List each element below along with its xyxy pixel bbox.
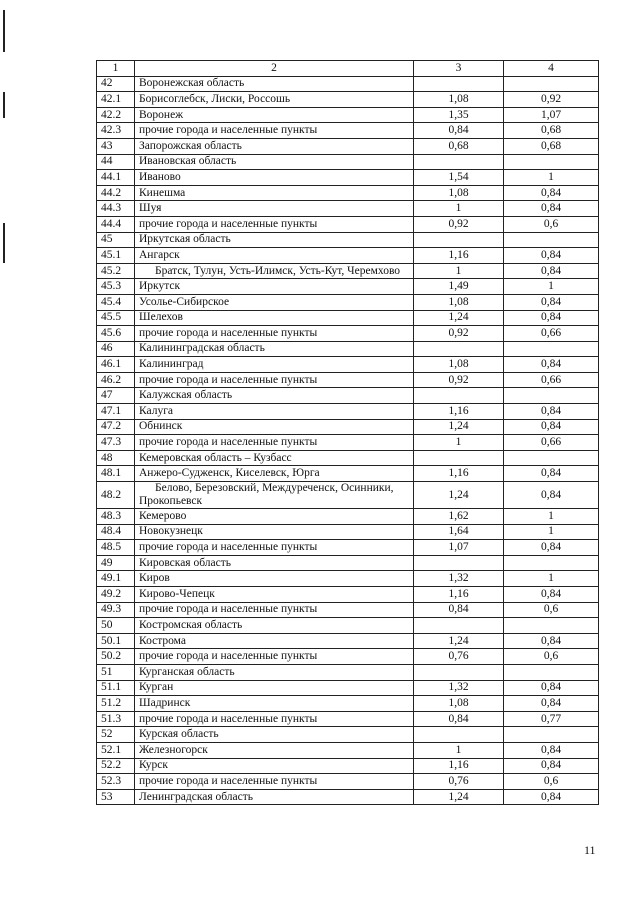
row-value3-cell [414, 341, 504, 357]
row-value4-cell: 1 [504, 509, 599, 525]
row-value4-cell: 1,07 [504, 107, 599, 123]
row-value3-cell: 0,76 [414, 774, 504, 790]
table-row [97, 263, 599, 279]
row-value4-cell [504, 154, 599, 170]
row-name-cell: Иваново [135, 170, 414, 186]
row-name-cell: Борисоглебск, Лиски, Россошь [135, 92, 414, 108]
row-name-cell: прочие города и населенные пункты [135, 435, 414, 451]
table-row [97, 774, 599, 790]
row-value4-cell: 0,66 [504, 372, 599, 388]
row-number-cell: 50.1 [97, 633, 135, 649]
row-number-cell: 42.1 [97, 92, 135, 108]
row-value3-cell: 1,24 [414, 482, 504, 509]
row-name-cell: Ленинградская область [135, 789, 414, 805]
row-value3-cell: 1,24 [414, 419, 504, 435]
row-number-cell: 45.5 [97, 310, 135, 326]
row-value4-cell: 0,6 [504, 774, 599, 790]
row-name-cell: Ангарск [135, 248, 414, 264]
row-value3-cell: 1,32 [414, 680, 504, 696]
row-value4-cell: 0,84 [504, 742, 599, 758]
row-value3-cell: 1,24 [414, 310, 504, 326]
header-cell: 1 [97, 61, 135, 77]
row-value4-cell: 0,84 [504, 482, 599, 509]
row-value3-cell: 1,08 [414, 357, 504, 373]
table-row [97, 404, 599, 420]
row-number-cell: 42.2 [97, 107, 135, 123]
row-value3-cell [414, 727, 504, 743]
row-number-cell: 46 [97, 341, 135, 357]
row-number-cell: 44 [97, 154, 135, 170]
table-row [97, 602, 599, 618]
row-value3-cell [414, 76, 504, 92]
row-value4-cell: 0,84 [504, 294, 599, 310]
table-row [97, 388, 599, 404]
table-row [97, 696, 599, 712]
row-value3-cell: 1,32 [414, 571, 504, 587]
table-row [97, 76, 599, 92]
table-row [97, 341, 599, 357]
row-value4-cell: 1 [504, 279, 599, 295]
row-number-cell: 48.4 [97, 524, 135, 540]
row-value3-cell: 1 [414, 435, 504, 451]
table-row [97, 711, 599, 727]
row-value3-cell: 1,07 [414, 540, 504, 556]
row-name-cell: Кинешма [135, 185, 414, 201]
row-value4-cell [504, 664, 599, 680]
row-value4-cell: 0,6 [504, 649, 599, 665]
row-value4-cell [504, 618, 599, 634]
row-number-cell: 46.2 [97, 372, 135, 388]
header-cell: 3 [414, 61, 504, 77]
row-value4-cell: 0,77 [504, 711, 599, 727]
row-name-cell: Шелехов [135, 310, 414, 326]
row-value4-cell [504, 450, 599, 466]
row-value4-cell [504, 76, 599, 92]
row-number-cell: 44.3 [97, 201, 135, 217]
row-value4-cell [504, 232, 599, 248]
row-number-cell: 45 [97, 232, 135, 248]
row-value3-cell: 0,84 [414, 123, 504, 139]
table-row [97, 466, 599, 482]
row-name-cell: Калининградская область [135, 341, 414, 357]
row-name-cell: Калуга [135, 404, 414, 420]
row-number-cell: 53 [97, 789, 135, 805]
row-number-cell: 50 [97, 618, 135, 634]
row-value4-cell: 0,84 [504, 758, 599, 774]
row-name-cell: Обнинск [135, 419, 414, 435]
row-number-cell: 52.2 [97, 758, 135, 774]
row-name-cell: прочие города и населенные пункты [135, 372, 414, 388]
row-name-cell: прочие города и населенные пункты [135, 326, 414, 342]
row-value3-cell: 1,16 [414, 466, 504, 482]
row-value4-cell: 0,84 [504, 248, 599, 264]
table-row [97, 232, 599, 248]
margin-mark [3, 92, 5, 118]
row-value4-cell: 0,84 [504, 310, 599, 326]
table-row [97, 727, 599, 743]
row-value3-cell: 1,16 [414, 758, 504, 774]
row-value4-cell: 0,84 [504, 633, 599, 649]
row-name-cell: Кировская область [135, 555, 414, 571]
table-row [97, 509, 599, 525]
row-number-cell: 47.3 [97, 435, 135, 451]
row-name-cell: Воронеж [135, 107, 414, 123]
row-value4-cell: 0,84 [504, 185, 599, 201]
table-row [97, 201, 599, 217]
row-name-cell: Кемеровская область – Кузбасс [135, 450, 414, 466]
row-value4-cell: 0,6 [504, 216, 599, 232]
row-number-cell: 51.2 [97, 696, 135, 712]
row-name-cell: Курск [135, 758, 414, 774]
row-number-cell: 47.2 [97, 419, 135, 435]
row-number-cell: 43 [97, 138, 135, 154]
table-row [97, 92, 599, 108]
row-name-cell: прочие города и населенные пункты [135, 216, 414, 232]
row-name-cell: Железногорск [135, 742, 414, 758]
row-number-cell: 48.3 [97, 509, 135, 525]
row-name-cell: прочие города и населенные пункты [135, 649, 414, 665]
table-row [97, 664, 599, 680]
row-value4-cell: 0,84 [504, 587, 599, 603]
table-row [97, 742, 599, 758]
row-name-cell: Киров [135, 571, 414, 587]
table-row [97, 789, 599, 805]
table-row [97, 138, 599, 154]
table-row [97, 294, 599, 310]
row-value4-cell: 0,66 [504, 326, 599, 342]
table-row [97, 633, 599, 649]
row-name-cell: Анжеро-Судженск, Киселевск, Юрга [135, 466, 414, 482]
row-value3-cell [414, 618, 504, 634]
row-number-cell: 45.4 [97, 294, 135, 310]
margin-mark [3, 223, 5, 263]
table-row [97, 524, 599, 540]
row-value4-cell: 0,68 [504, 123, 599, 139]
table-row [97, 618, 599, 634]
table-header-row [97, 61, 599, 77]
row-number-cell: 48 [97, 450, 135, 466]
page-number: 11 [584, 843, 596, 857]
table-row [97, 649, 599, 665]
row-name-cell: Калужская область [135, 388, 414, 404]
row-value3-cell: 1,35 [414, 107, 504, 123]
row-value3-cell: 1 [414, 201, 504, 217]
row-name-cell: Иркутская область [135, 232, 414, 248]
table-row [97, 216, 599, 232]
row-value3-cell [414, 664, 504, 680]
row-name-cell: Шадринск [135, 696, 414, 712]
row-value4-cell: 1 [504, 170, 599, 186]
row-number-cell: 48.1 [97, 466, 135, 482]
row-number-cell: 48.5 [97, 540, 135, 556]
row-value3-cell [414, 154, 504, 170]
row-value3-cell [414, 232, 504, 248]
table-row [97, 326, 599, 342]
row-value4-cell: 1 [504, 571, 599, 587]
row-number-cell: 42.3 [97, 123, 135, 139]
row-name-cell: прочие города и населенные пункты [135, 774, 414, 790]
row-number-cell: 45.6 [97, 326, 135, 342]
row-value4-cell: 0,84 [504, 263, 599, 279]
row-value4-cell [504, 388, 599, 404]
row-name-cell: Воронежская область [135, 76, 414, 92]
row-number-cell: 49.1 [97, 571, 135, 587]
table-body [97, 76, 599, 805]
row-value3-cell: 1,08 [414, 92, 504, 108]
row-value3-cell: 1,54 [414, 170, 504, 186]
row-number-cell: 52.1 [97, 742, 135, 758]
row-value3-cell: 1,62 [414, 509, 504, 525]
margin-mark [3, 10, 5, 52]
row-name-cell: прочие города и населенные пункты [135, 602, 414, 618]
row-value4-cell: 1 [504, 524, 599, 540]
row-number-cell: 48.2 [97, 482, 135, 509]
row-number-cell: 51.1 [97, 680, 135, 696]
table-row [97, 587, 599, 603]
table-row [97, 107, 599, 123]
row-value4-cell: 0,84 [504, 357, 599, 373]
table-row [97, 372, 599, 388]
row-value3-cell [414, 555, 504, 571]
row-value3-cell: 1 [414, 263, 504, 279]
row-number-cell: 52.3 [97, 774, 135, 790]
row-number-cell: 51 [97, 664, 135, 680]
row-number-cell: 49.2 [97, 587, 135, 603]
header-cell: 2 [135, 61, 414, 77]
row-name-cell: прочие города и населенные пункты [135, 540, 414, 556]
header-cell: 4 [504, 61, 599, 77]
row-value3-cell: 1 [414, 742, 504, 758]
row-name-cell: Ивановская область [135, 154, 414, 170]
row-value4-cell: 0,68 [504, 138, 599, 154]
table-row [97, 419, 599, 435]
row-value3-cell: 1,24 [414, 633, 504, 649]
row-value4-cell: 0,84 [504, 404, 599, 420]
row-number-cell: 46.1 [97, 357, 135, 373]
table-row [97, 482, 599, 509]
row-value3-cell: 1,24 [414, 789, 504, 805]
row-value4-cell: 0,84 [504, 201, 599, 217]
row-value3-cell: 1,16 [414, 587, 504, 603]
row-name-cell: Шуя [135, 201, 414, 217]
table-row [97, 170, 599, 186]
row-value3-cell: 0,76 [414, 649, 504, 665]
row-value4-cell: 0,84 [504, 680, 599, 696]
table-row [97, 310, 599, 326]
row-value3-cell: 1,08 [414, 185, 504, 201]
row-number-cell: 45.3 [97, 279, 135, 295]
row-name-cell: Кемерово [135, 509, 414, 525]
table-row [97, 357, 599, 373]
row-value3-cell: 0,84 [414, 602, 504, 618]
row-value4-cell: 0,84 [504, 540, 599, 556]
row-value3-cell: 1,49 [414, 279, 504, 295]
row-number-cell: 45.2 [97, 263, 135, 279]
table-row [97, 571, 599, 587]
row-value4-cell [504, 555, 599, 571]
table-row [97, 450, 599, 466]
row-value4-cell: 0,84 [504, 466, 599, 482]
table-row [97, 758, 599, 774]
row-number-cell: 45.1 [97, 248, 135, 264]
table-row [97, 279, 599, 295]
row-number-cell: 50.2 [97, 649, 135, 665]
row-value3-cell [414, 450, 504, 466]
row-number-cell: 52 [97, 727, 135, 743]
row-name-cell: Курская область [135, 727, 414, 743]
row-name-cell: Кострома [135, 633, 414, 649]
row-number-cell: 47 [97, 388, 135, 404]
row-value4-cell: 0,84 [504, 696, 599, 712]
row-name-cell: прочие города и населенные пункты [135, 711, 414, 727]
row-value3-cell: 0,84 [414, 711, 504, 727]
row-value3-cell: 1,08 [414, 696, 504, 712]
row-name-cell: Кирово-Чепецк [135, 587, 414, 603]
table-row [97, 185, 599, 201]
table-row [97, 123, 599, 139]
row-name-cell: Братск, Тулун, Усть-Илимск, Усть-Кут, Черемхово [135, 263, 414, 279]
row-name-cell: прочие города и населенные пункты [135, 123, 414, 139]
row-name-cell: Костромская область [135, 618, 414, 634]
row-value4-cell [504, 341, 599, 357]
row-name-cell: Запорожская область [135, 138, 414, 154]
row-number-cell: 44.2 [97, 185, 135, 201]
table-row [97, 680, 599, 696]
row-value3-cell: 1,16 [414, 404, 504, 420]
table-row [97, 154, 599, 170]
row-name-cell: Иркутск [135, 279, 414, 295]
row-value3-cell: 1,16 [414, 248, 504, 264]
row-number-cell: 44.4 [97, 216, 135, 232]
row-name-cell: Курганская область [135, 664, 414, 680]
row-value4-cell: 0,84 [504, 789, 599, 805]
row-value3-cell: 0,68 [414, 138, 504, 154]
row-number-cell: 49 [97, 555, 135, 571]
row-number-cell: 44.1 [97, 170, 135, 186]
row-value3-cell: 0,92 [414, 326, 504, 342]
row-value3-cell: 0,92 [414, 372, 504, 388]
row-number-cell: 51.3 [97, 711, 135, 727]
row-value4-cell: 0,6 [504, 602, 599, 618]
row-number-cell: 42 [97, 76, 135, 92]
table-row [97, 248, 599, 264]
row-name-cell: Усолье-Сибирское [135, 294, 414, 310]
row-name-cell: Белово, Березовский, Междуреченск, Осинники, Прокопьевск [135, 482, 414, 509]
table-row [97, 540, 599, 556]
row-value3-cell: 0,92 [414, 216, 504, 232]
row-value4-cell: 0,92 [504, 92, 599, 108]
row-name-cell: Новокузнецк [135, 524, 414, 540]
row-value4-cell: 0,84 [504, 419, 599, 435]
row-value3-cell: 1,64 [414, 524, 504, 540]
table-row [97, 555, 599, 571]
coefficient-table [96, 60, 599, 805]
row-value4-cell: 0,66 [504, 435, 599, 451]
row-value3-cell: 1,08 [414, 294, 504, 310]
row-number-cell: 47.1 [97, 404, 135, 420]
row-name-cell: Курган [135, 680, 414, 696]
row-number-cell: 49.3 [97, 602, 135, 618]
row-value4-cell [504, 727, 599, 743]
row-name-cell: Калининград [135, 357, 414, 373]
row-value3-cell [414, 388, 504, 404]
table-row [97, 435, 599, 451]
